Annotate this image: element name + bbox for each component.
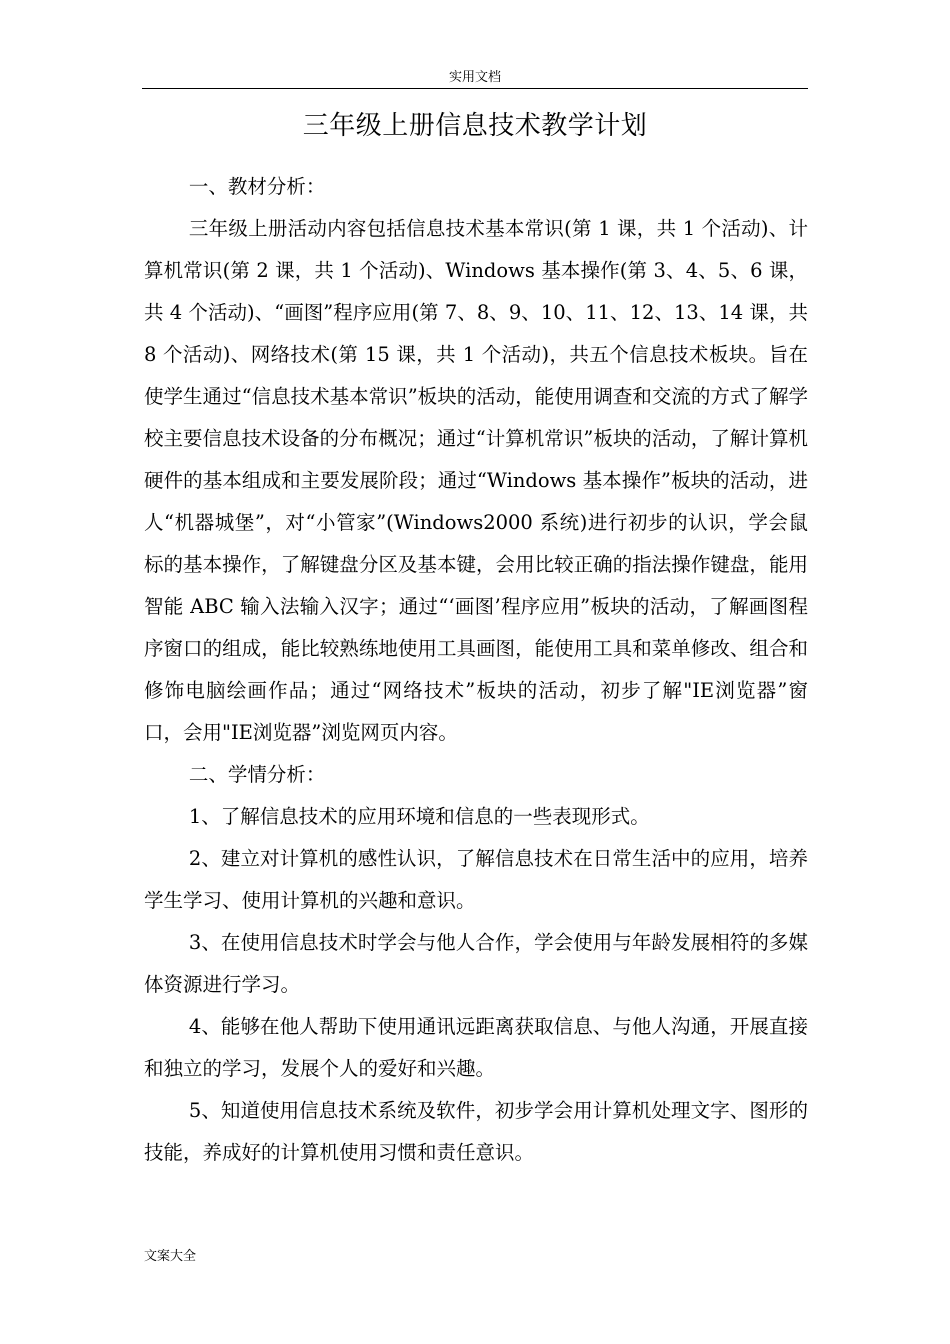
list-item-student-analysis-1: 1、了解信息技术的应用环境和信息的一些表现形式。 xyxy=(188,805,650,828)
page-header: 实用文档 xyxy=(448,70,501,85)
list-item-student-analysis-5: 5、知道使用信息技术系统及软件，初步学会用计算机处理文字、图形的技能，养成好的计算机使用习惯和责任意识。 xyxy=(144,1099,808,1164)
section-heading-textbook-analysis: 一、教材分析： xyxy=(188,175,326,198)
header-divider xyxy=(142,88,808,89)
list-item-student-analysis-2: 2、建立对计算机的感性认识，了解信息技术在日常生活中的应用，培养学生学习、使用计算机的兴趣和意识。 xyxy=(144,847,808,912)
paragraph-textbook-analysis: 三年级上册活动内容包括信息技术基本常识(第 1 课，共 1 个活动)、计算机常识(第 2 课，共 1 个活动)、Windows 基本操作(第 3、4、5、6 课，共 4 个活动)、“画图”程序应用(第 7、8、9、10、11、12、13、14 课，共 8 个活动)、网络技术(第 15 课，共 1 个活动)，共五个信息技术板块。旨在使学生通过“信息技术基本常识”板块的活动，能使用调查和交流的方式了解学校主要信息技术设备的分布概况；通过“计算机常识”板块的活动，了解计算机硬件的基本组成和主要发展阶段；通过“Windows 基本操作”板块的活动，进人“机器城堡”，对“小管家”(Windows2000 系统)进行初步的认识，学会鼠标的基本操作，了解键盘分区及基本键，会用比较正确的指法操作键盘，能用智能 ABC 输入法输入汉字；通过“‘画图’程序应用”板块的活动，了解画图程序窗口的组成，能比较熟练地使用工具画图，能使用工具和菜单修改、组合和修饰电脑绘画作品；通过“网络技术”板块的活动，初步了解"IE浏览器”窗口，会用"IE浏览器”浏览网页内容。 xyxy=(144,217,808,744)
list-item-student-analysis-4: 4、能够在他人帮助下使用通讯远距离获取信息、与他人沟通，开展直接和独立的学习，发展个人的爱好和兴趣。 xyxy=(144,1015,808,1080)
list-item-student-analysis-3: 3、在使用信息技术时学会与他人合作，学会使用与年龄发展相符的多媒体资源进行学习。 xyxy=(144,931,808,996)
document-title: 三年级上册信息技术教学计划 xyxy=(302,111,648,141)
page-footer: 文案大全 xyxy=(144,1249,197,1264)
document-body xyxy=(144,166,808,1174)
section-heading-student-analysis: 二、学情分析： xyxy=(188,763,326,786)
